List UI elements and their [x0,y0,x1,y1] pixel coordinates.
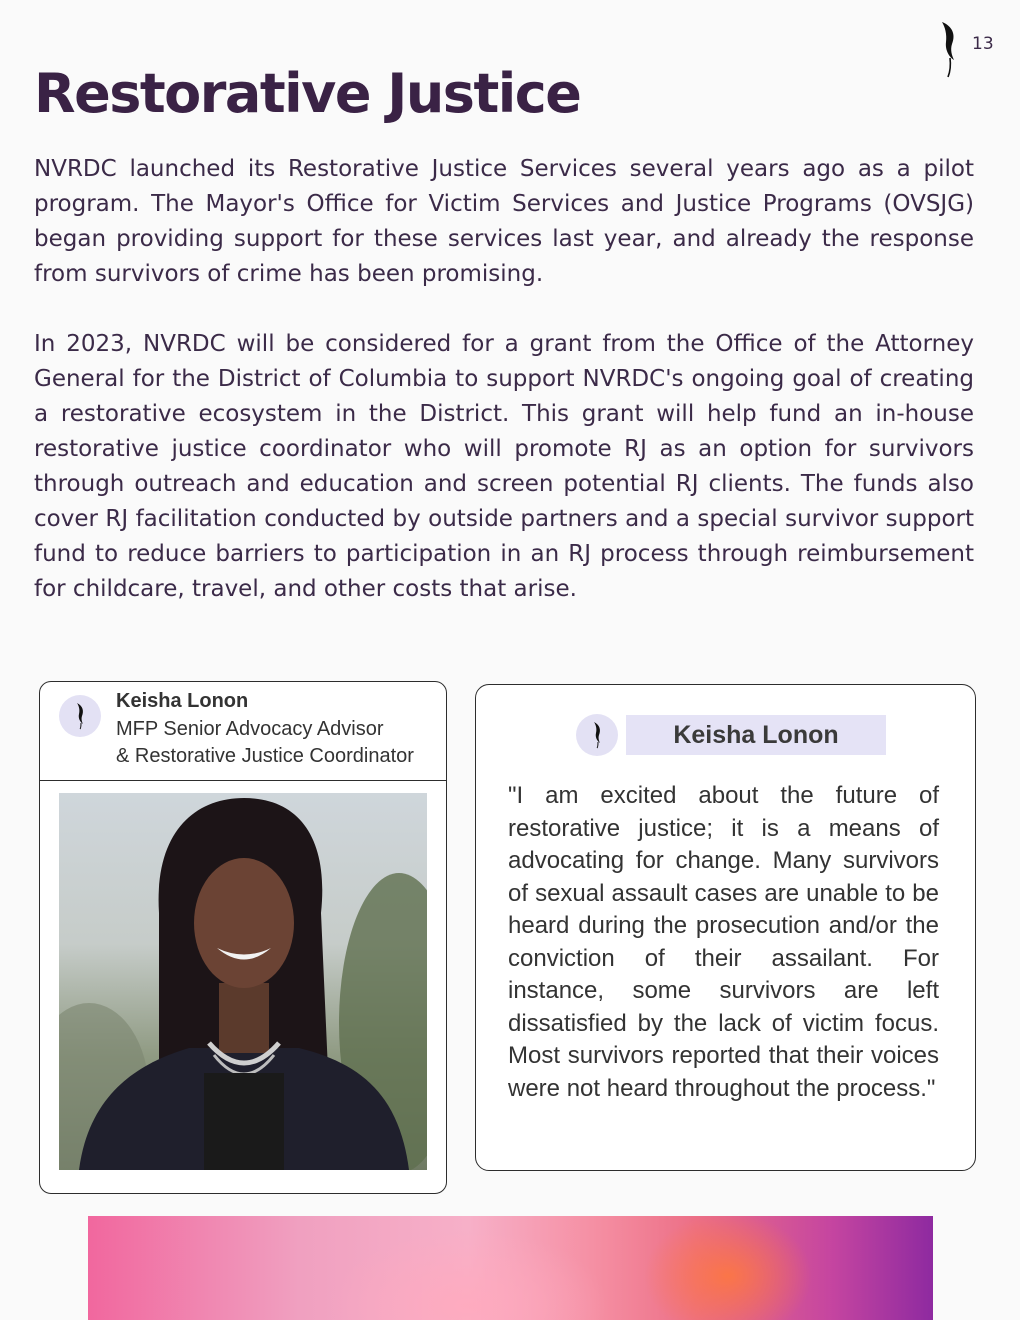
quote-avatar [576,714,618,756]
quote-card [475,684,976,1171]
profile-role-line2: & Restorative Justice Coordinator [116,745,414,767]
profile-role-line1: MFP Senior Advocacy Advisor [116,718,384,740]
feather-icon [73,702,87,730]
grant-paragraph [34,327,974,607]
quote-text: "I am excited about the future of restorative justice; it is a means of advocating for change. Many survivors of sexual assault cases are unable to be heard during the prosecution and/or the conviction of their assailant. For instance, some survivors are left dissatisfied by the lack of victim focus. Most survivors reported that their voices were not heard throughout the process." [508,782,939,1102]
profile-card [39,681,447,1194]
profile-name: Keisha Lonon [116,690,249,712]
intro-paragraph [34,152,974,292]
feather-logo-icon [936,20,966,78]
decorative-gradient-banner [88,1216,933,1320]
page-title: Restorative Justice [34,62,581,125]
profile-avatar [59,695,101,737]
paragraph-1: NVRDC launched its Restorative Justice Services several years ago as a pilot program. The Mayor's Office for Victim Services and Justice Programs (OVSJG) began providing support for these services last year, and already the response from survivors of crime has been promising. [34,156,974,287]
profile-header [40,682,446,781]
portrait-illustration [59,793,427,1170]
page-number: 13 [972,34,994,54]
portrait-photo [59,793,427,1170]
paragraph-2: In 2023, NVRDC will be considered for a grant from the Office of the Attorney General for the District of Columbia to support NVRDC's ongoing goal of creating a restorative ecosystem in the District. This grant will help fund an in-house restorative justice coordinator who will promote RJ as an option for survivors through outreach and education and screen potential RJ clients. The funds also cover RJ facilitation conducted by outside partners and a special survivor support fund to reduce barriers to participation in an RJ process through reimbursement for childcare, travel, and other costs that arise. [34,331,974,602]
feather-icon [590,721,604,749]
quote-name: Keisha Lonon [626,715,886,755]
